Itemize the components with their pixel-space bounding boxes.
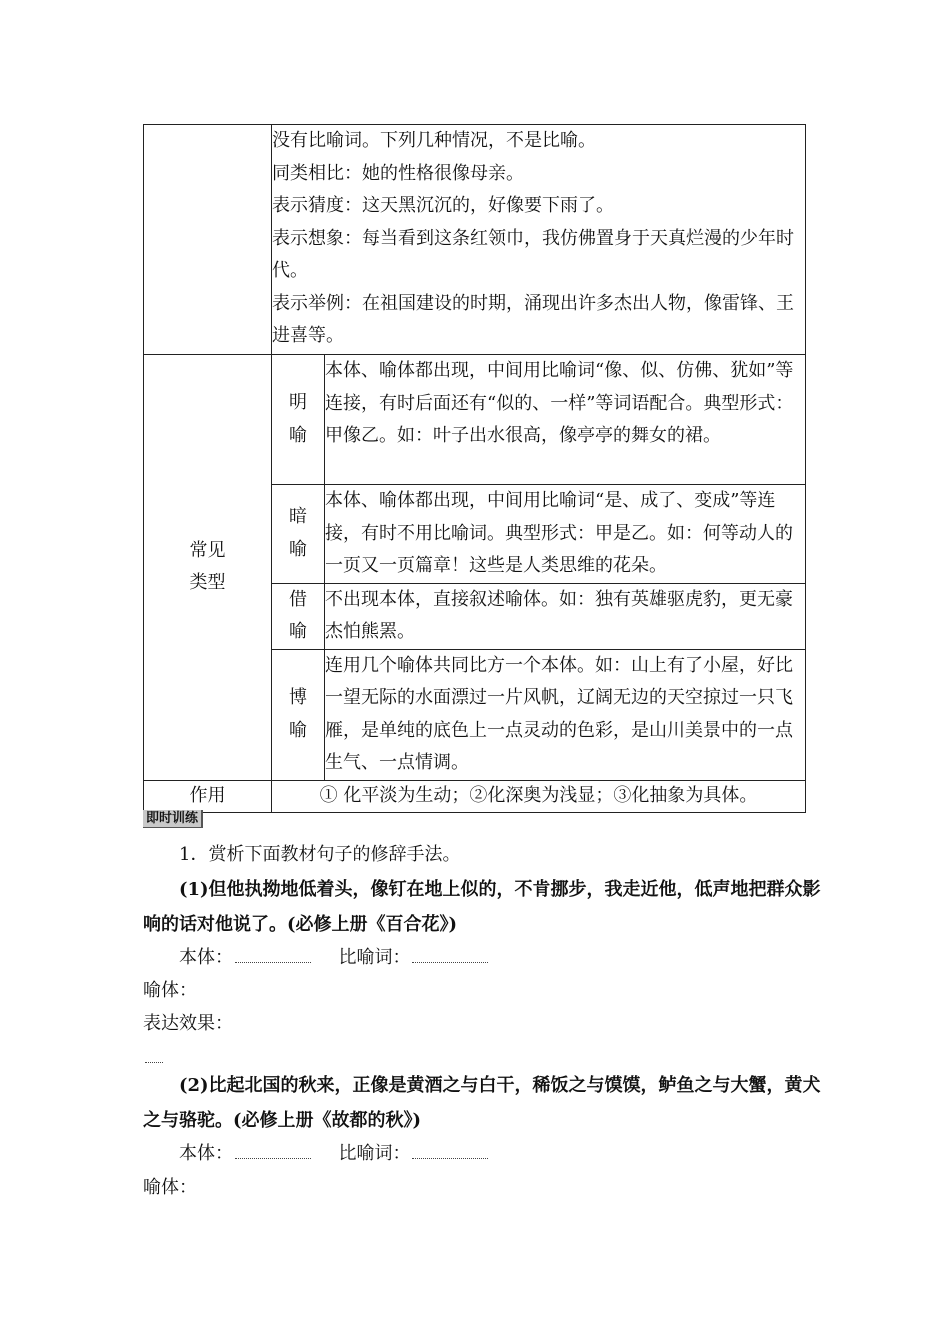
biyuci-label: 比喻词： (338, 1143, 411, 1164)
type-text: 不出现本体，直接叙述喻体。如：独有英雄驱虎豹，更无豪杰怕熊罴。 (325, 583, 806, 649)
intro-cell (272, 125, 806, 355)
table-row (144, 355, 806, 485)
type-text: 连用几个喻体共同比方一个本体。如：山上有了小屋，好比一望无际的水面漂过一片风帆，辽阔无边的天空掠过一只飞雁，是单纯的底色上一点灵动的色彩，是山川美景中的一点生气、一点情调。 (325, 649, 806, 780)
question-1-2: (2)比起北国的秋来，正像是黄酒之与白干，稀饭之与馍馍，鲈鱼之与大蟹，黄犬之与骆驼。(必修上册《故都的秋》) (143, 1075, 821, 1131)
section-tag: 即时训练 (143, 810, 203, 828)
yuti-label: 喻体： (143, 980, 197, 1001)
intro-line: 同类相比：她的性格很像母亲。 (272, 162, 524, 184)
biyuci-blank[interactable] (412, 944, 488, 963)
type-label-text: 明喻 (289, 392, 307, 446)
type-text: 本体、喻体都出现，中间用比喻词“像、似、仿佛、犹如”等连接，有时后面还有“似的、一样”等词语配合。典型形式：甲像乙。如：叶子出水很高，像亭亭的舞女的裙。 (325, 355, 806, 485)
type-label-text: 暗喻 (289, 506, 307, 560)
biyuci-blank[interactable] (412, 1140, 488, 1159)
empty-label-cell (144, 125, 272, 355)
intro-line: 没有比喻词。下列几种情况，不是比喻。 (272, 130, 596, 151)
type-label (272, 355, 325, 485)
benti-label: 本体： (179, 1143, 233, 1164)
biyuci-label: 比喻词： (338, 947, 411, 968)
type-text: 本体、喻体都出现，中间用比喻词“是、成了、变成”等连接，有时不用比喻词。典型形式：甲是乙。如：何等动人的一页又一页篇章！这些是人类思维的花朵。 (325, 485, 806, 584)
benti-blank[interactable] (235, 1140, 311, 1159)
question-title: 1．赏析下面教材句子的修辞手法。 (179, 844, 461, 865)
answer-line-2 (143, 1136, 859, 1171)
intro-line: 表示想象：每当看到这条红领巾，我仿佛置身于天真烂漫的少年时代。 (272, 227, 794, 281)
effect-label: 作用 (144, 780, 272, 812)
metaphor-table (143, 124, 806, 813)
type-label-text: 借喻 (289, 588, 307, 642)
intro-line: 表示举例：在祖国建设的时期，涌现出许多杰出人物，像雷锋、王进喜等。 (272, 292, 794, 346)
yuti-label: 喻体： (143, 1177, 197, 1198)
type-label (272, 583, 325, 649)
table-row (144, 780, 806, 812)
types-label-text: 常见类型 (189, 539, 226, 594)
benti-blank[interactable] (235, 944, 311, 963)
xiaoguo-blank[interactable] (145, 1044, 163, 1063)
intro-line: 表示猜度：这天黑沉沉的，好像要下雨了。 (272, 195, 614, 216)
effect-text: ① 化平淡为生动；②化深奥为浅显；③化抽象为具体。 (272, 780, 806, 812)
table-row (144, 125, 806, 355)
types-label (144, 355, 272, 781)
question-1-1: (1)但他执拗地低着头，像钉在地上似的，不肯挪步，我走近他，低声地把群众影响的话对他说了。(必修上册《百合花》) (143, 879, 821, 935)
xiaoguo-label: 表达效果： (143, 1013, 233, 1034)
type-label-text: 博喻 (289, 687, 307, 741)
answer-line-1 (143, 940, 859, 975)
type-label (272, 485, 325, 584)
benti-label: 本体： (179, 947, 233, 968)
type-label (272, 649, 325, 780)
